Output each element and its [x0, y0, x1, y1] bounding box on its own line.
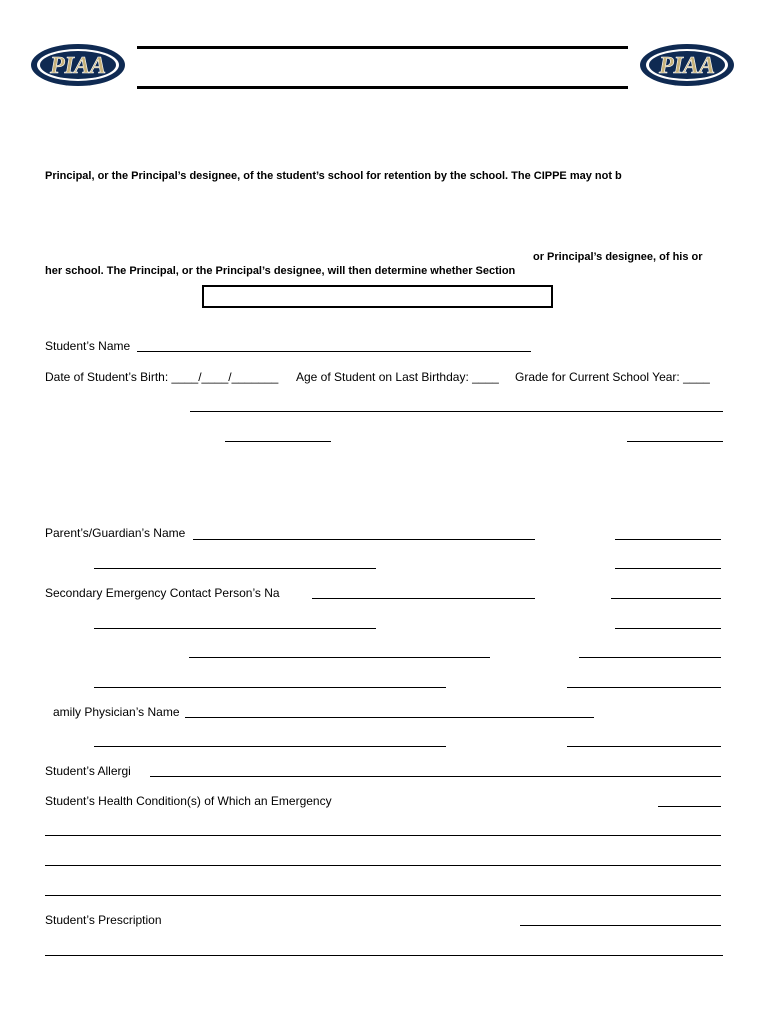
blank-field-5[interactable]: [94, 687, 446, 688]
blank-field-3[interactable]: [189, 657, 490, 658]
intro-line-3: her school. The Principal, or the Principal’s designee, will then determine whether Section: [45, 265, 516, 277]
header-rule-top: [137, 46, 628, 49]
physician-phone-field[interactable]: [567, 746, 721, 747]
health-conditions-label: Student’s Health Condition(s) of Which an Emergency: [45, 794, 332, 808]
allergies-field[interactable]: [150, 776, 721, 777]
secondary-address-field[interactable]: [94, 628, 376, 629]
physician-field[interactable]: [185, 717, 594, 718]
header-rule-bottom: [137, 86, 628, 89]
health-conditions-line-1[interactable]: [45, 835, 721, 836]
blank-field-1[interactable]: [225, 441, 331, 442]
blank-field-6[interactable]: [567, 687, 721, 688]
student-name-field[interactable]: [137, 351, 531, 352]
blank-field-4[interactable]: [579, 657, 721, 658]
parent-address-field[interactable]: [94, 568, 376, 569]
health-conditions-line-2[interactable]: [45, 865, 721, 866]
grade-label: Grade for Current School Year: ____: [515, 370, 710, 384]
secondary-phone2-field[interactable]: [615, 628, 721, 629]
health-conditions-short-field[interactable]: [658, 806, 721, 807]
parent-phone-field[interactable]: [615, 539, 721, 540]
allergies-label: Student’s Allergi: [45, 764, 131, 778]
blank-field-2[interactable]: [627, 441, 723, 442]
prescription-label: Student’s Prescription: [45, 913, 162, 927]
dob-label: Date of Student’s Birth: ____/____/_______: [45, 370, 279, 384]
physician-label: amily Physician’s Name: [53, 705, 180, 719]
parent-phone2-field[interactable]: [615, 568, 721, 569]
logo-wordmark-left: PIAA: [49, 53, 107, 79]
prescription-line-1[interactable]: [45, 955, 723, 956]
intro-line-2-right: or Principal’s designee, of his or: [533, 251, 703, 263]
piaa-logo-right: [638, 42, 736, 88]
student-name-label: Student’s Name: [45, 339, 131, 353]
parent-name-field[interactable]: [193, 539, 535, 540]
secondary-contact-label: Secondary Emergency Contact Person’s Na: [45, 586, 280, 600]
health-conditions-line-3[interactable]: [45, 895, 721, 896]
prescription-short-field[interactable]: [520, 925, 721, 926]
secondary-phone-field[interactable]: [611, 598, 721, 599]
parent-name-label: Parent’s/Guardian’s Name: [45, 526, 186, 540]
intro-line-1: Principal, or the Principal’s designee, of the student’s school for retention by the school. The CIPPE may not b: [45, 170, 622, 182]
address-field[interactable]: [190, 411, 723, 412]
age-label: Age of Student on Last Birthday: ____: [296, 370, 499, 384]
piaa-logo-left: [29, 42, 127, 88]
secondary-contact-field[interactable]: [312, 598, 535, 599]
physician-address-field[interactable]: [94, 746, 446, 747]
logo-wordmark-right: PIAA: [658, 53, 716, 79]
section-title-box: [202, 285, 553, 308]
